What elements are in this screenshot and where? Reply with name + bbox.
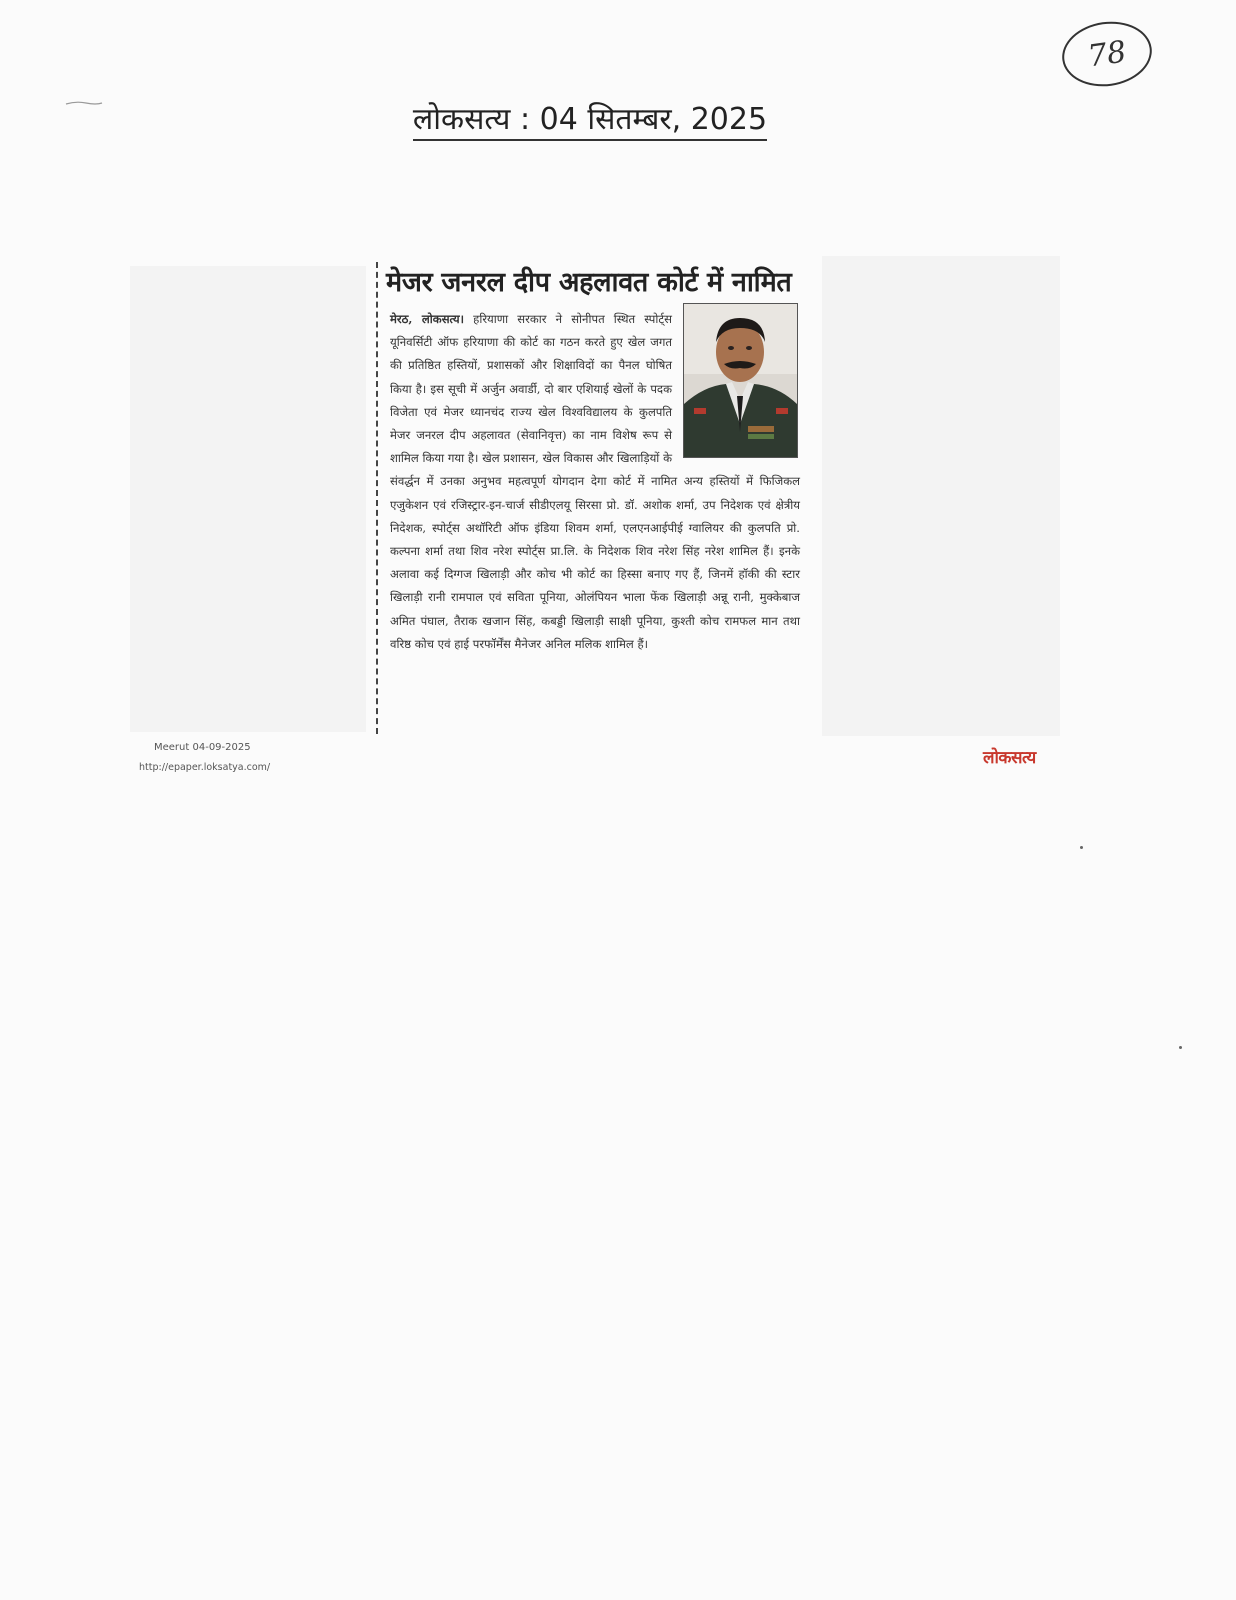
scan-speck bbox=[1080, 846, 1083, 849]
masthead-title: लोकसत्य : 04 सितम्बर, 2025 bbox=[413, 102, 767, 141]
article-body bbox=[390, 308, 800, 728]
footer-url[interactable]: http://epaper.loksatya.com/ bbox=[139, 762, 271, 773]
article-dateline: मेरठ, लोकसत्य। bbox=[390, 312, 465, 326]
left-gray-panel bbox=[130, 266, 366, 732]
article-text: हरियाणा सरकार ने सोनीपत स्थित स्पोर्ट्स यूनिवर्सिटी ऑफ हरियाणा की कोर्ट का गठन करते हुए खेल जगत की प्रतिष्ठित हस्तियों, प्रशासकों और शिक्षाविदों का पैनल घोषित किया है। इस सूची में अर्जुन अवार्डी, दो बार एशियाई खेलों के पदक विजेता एवं मेजर ध्यानचंद राज्य खेल विश्वविद्यालय के कुलपति मेजर जनरल दीप अहलावत (सेवानिवृत्त) का नाम विशेष रूप से शामिल किया गया है। खेल प्रशासन, खेल विकास और खिलाड़ियों के संवर्द्धन में उनका अनुभव महत्वपूर्ण योगदान देगा कोर्ट में नामित अन्य हस्तियों में फिजिकल एजुकेशन एवं रजिस्ट्रार-इन-चार्ज सीडीएलयू सिरसा प्रो. डॉ. अशोक शर्मा, उप निदेशक एवं क्षेत्रीय निदेशक, स्पोर्ट्स अथॉरिटी ऑफ इंडिया शिवम शर्मा, एलएनआईपीई ग्वालियर की कुलपति प्रो. कल्पना शर्मा तथा शिव नरेश स्पोर्ट्स प्रा.लि. के निदेशक शिव नरेश सिंह नरेश शामिल हैं। इनके अलावा कई दिग्गज खिलाड़ी और कोच भी कोर्ट का हिस्सा बनाए गए हैं, जिनमें हॉकी की स्टार खिलाड़ी रानी रामपाल एवं सविता पूनिया, ओलंपियन भाला फेंक खिलाड़ी अन्नू रानी, मुक्केबाज अमित पंघाल, तैराक खजान सिंह, कबड्डी खिलाड़ी साक्षी पूनिया, कुश्ती कोच रामफल मान तथा वरिष्ठ कोच एवं हाई परफॉर्मेंस मैनेजर अनिल मलिक शामिल हैं। bbox=[390, 312, 800, 651]
right-gray-panel bbox=[822, 256, 1060, 736]
footer-edition: Meerut 04-09-2025 bbox=[154, 742, 251, 753]
page-number: 78 bbox=[1058, 16, 1156, 92]
masthead bbox=[380, 102, 800, 142]
article-headline: मेजर जनरल दीप अहलावत कोर्ट में नामित bbox=[386, 267, 792, 298]
scan-speck bbox=[1179, 1046, 1182, 1049]
scan-mark-icon bbox=[64, 100, 104, 106]
footer-logo: लोकसत्य bbox=[983, 748, 1036, 768]
